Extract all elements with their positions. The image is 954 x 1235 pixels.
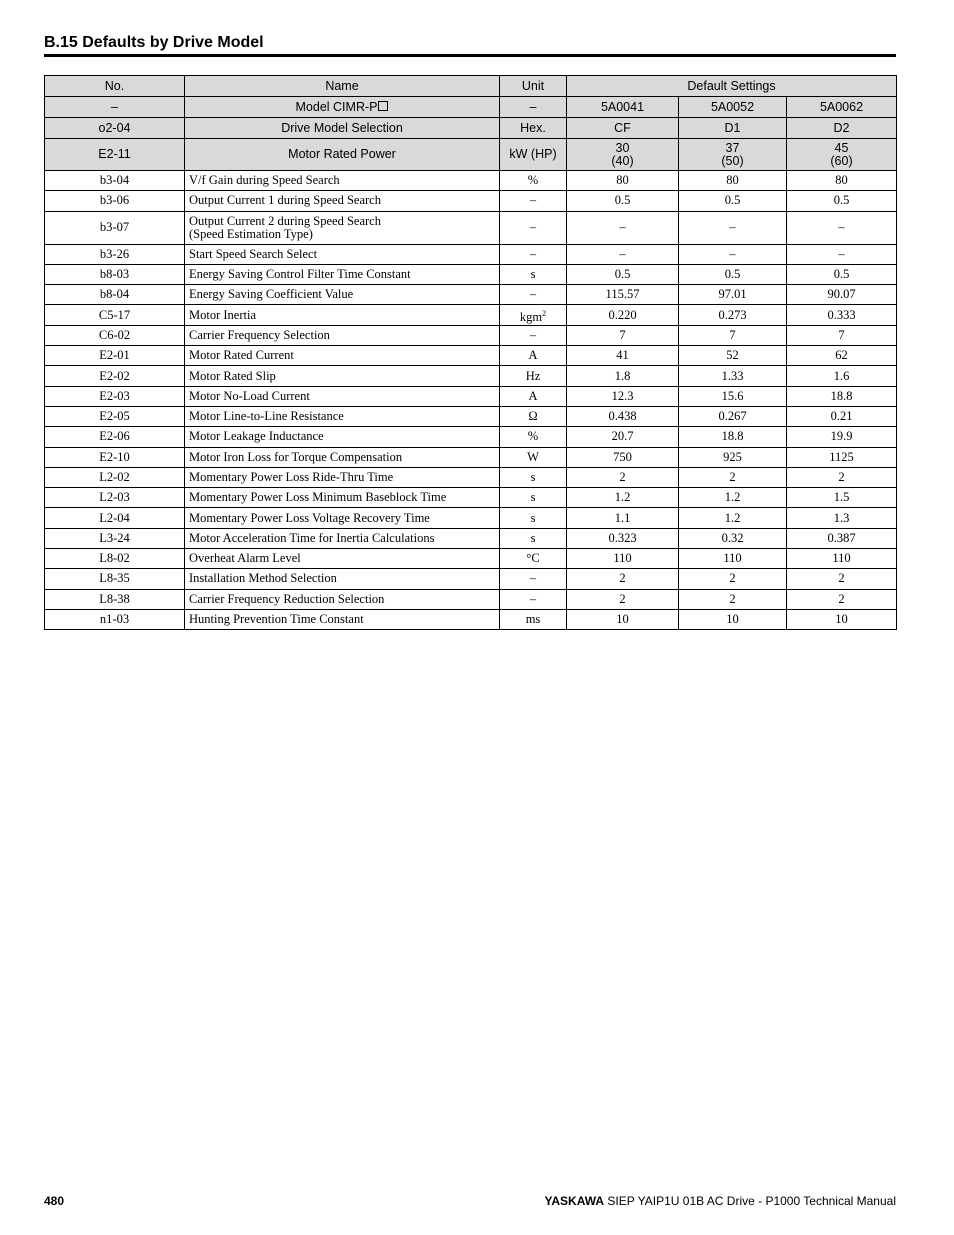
param-name: V/f Gain during Speed Search: [189, 173, 340, 188]
param-unit-cell: [500, 325, 567, 345]
param-no: E2-02: [45, 366, 185, 386]
power-row-unit: kW (HP): [500, 139, 567, 171]
param-value: 80: [567, 171, 679, 191]
param-no: L2-02: [45, 467, 185, 487]
param-name: Energy Saving Coefficient Value: [189, 287, 354, 302]
param-no: E2-10: [45, 447, 185, 467]
param-value: 110: [679, 549, 787, 569]
param-value: 10: [787, 609, 897, 629]
power-row-no: E2-11: [45, 139, 185, 171]
param-unit-cell: [500, 589, 567, 609]
param-no: b8-04: [45, 285, 185, 305]
param-value: 1125: [787, 447, 897, 467]
param-value: 1.8: [567, 366, 679, 386]
param-value: 2: [787, 467, 897, 487]
param-value: 10: [679, 609, 787, 629]
param-unit: °C: [526, 551, 540, 566]
param-value: 0.5: [679, 191, 787, 211]
param-name: Motor Line-to-Line Resistance: [189, 409, 344, 424]
table-row: [45, 549, 897, 569]
param-name-cell: [185, 447, 500, 467]
param-no: L2-03: [45, 488, 185, 508]
param-unit: –: [529, 246, 537, 261]
param-value: 0.5: [679, 264, 787, 284]
param-value: 2: [679, 467, 787, 487]
param-value: 110: [787, 549, 897, 569]
param-name: Carrier Frequency Reduction Selection: [189, 591, 385, 606]
param-name-cell: [185, 264, 500, 284]
param-value: 80: [679, 171, 787, 191]
param-name-cell: [185, 325, 500, 345]
param-value: 90.07: [787, 285, 897, 305]
model-row-unit: –: [500, 97, 567, 118]
drive-row-name: Drive Model Selection: [185, 118, 500, 139]
param-unit: Hz: [525, 368, 541, 383]
param-name: Motor Leakage Inductance: [189, 429, 324, 444]
param-value: 18.8: [679, 427, 787, 447]
param-no: L8-35: [45, 569, 185, 589]
param-unit-cell: [500, 346, 567, 366]
table-row: [45, 171, 897, 191]
param-name: Motor Inertia: [189, 307, 256, 322]
table-row: [45, 406, 897, 426]
param-value: 15.6: [679, 386, 787, 406]
param-no: L8-02: [45, 549, 185, 569]
table-row: [45, 528, 897, 548]
param-value: 2: [679, 589, 787, 609]
param-value: 925: [679, 447, 787, 467]
param-unit-cell: [500, 508, 567, 528]
title-rule: [44, 54, 896, 57]
table-row: [45, 488, 897, 508]
power-row-name: Motor Rated Power: [185, 139, 500, 171]
param-value: 0.438: [567, 406, 679, 426]
param-value: 10: [567, 609, 679, 629]
param-no: b8-03: [45, 264, 185, 284]
param-name: Motor Iron Loss for Torque Compensation: [189, 449, 403, 464]
param-unit: W: [527, 449, 539, 464]
header-default-settings: Default Settings: [567, 76, 897, 97]
param-no: C6-02: [45, 325, 185, 345]
param-unit-cell: [500, 305, 567, 325]
param-value: 1.2: [567, 488, 679, 508]
power-kw: 45: [834, 140, 849, 155]
param-no: L8-38: [45, 589, 185, 609]
param-name: Installation Method Selection: [189, 571, 337, 586]
param-name-cell: [185, 427, 500, 447]
param-name-line2: (Speed Estimation Type): [189, 226, 313, 241]
param-unit-cell: [500, 427, 567, 447]
param-value: 0.5: [787, 264, 897, 284]
power-hp: (40): [611, 153, 634, 168]
param-unit-cell: [500, 406, 567, 426]
footer-brand: YASKAWA: [544, 1194, 605, 1208]
model-row-name-cell: [185, 97, 500, 118]
defaults-table: [44, 75, 897, 630]
param-no: b3-26: [45, 244, 185, 264]
param-value: 1.3: [787, 508, 897, 528]
param-value: 110: [567, 549, 679, 569]
param-unit: A: [528, 388, 538, 403]
param-value: 2: [567, 569, 679, 589]
section-title: B.15 Defaults by Drive Model: [44, 34, 264, 51]
param-unit: s: [530, 470, 536, 484]
param-value: 41: [567, 346, 679, 366]
param-name-cell: [185, 406, 500, 426]
param-value: 0.273: [679, 305, 787, 325]
drive-model-row: [45, 118, 897, 139]
param-value: 2: [679, 569, 787, 589]
model-5a0052: 5A0052: [679, 97, 787, 118]
power-hp: (60): [830, 153, 853, 168]
param-value: 0.387: [787, 528, 897, 548]
param-unit: ms: [525, 612, 541, 627]
param-unit-cell: [500, 549, 567, 569]
power-kw: 37: [725, 140, 740, 155]
param-name: Motor Rated Current: [189, 348, 294, 363]
drive-row-value: CF: [567, 118, 679, 139]
param-value: 0.323: [567, 528, 679, 548]
param-name-cell: [185, 549, 500, 569]
param-no: L3-24: [45, 528, 185, 548]
param-no: E2-03: [45, 386, 185, 406]
param-unit-superscript: 2: [542, 308, 547, 318]
param-value: –: [679, 244, 787, 264]
param-value: 19.9: [787, 427, 897, 447]
power-kw: 30: [615, 140, 630, 155]
param-unit: kgm: [519, 309, 543, 324]
param-value: 80: [787, 171, 897, 191]
param-unit-cell: [500, 609, 567, 629]
param-value: 0.5: [567, 264, 679, 284]
param-name: Output Current 1 during Speed Search: [189, 193, 381, 208]
param-unit: s: [530, 490, 536, 505]
param-no: b3-07: [45, 211, 185, 244]
param-no: b3-04: [45, 171, 185, 191]
param-value: –: [787, 244, 897, 264]
param-name-cell: [185, 346, 500, 366]
param-unit-cell: [500, 488, 567, 508]
param-value: 1.6: [787, 366, 897, 386]
param-value: 2: [787, 569, 897, 589]
param-value: 97.01: [679, 285, 787, 305]
param-name-cell: [185, 508, 500, 528]
param-value: 0.220: [567, 305, 679, 325]
param-value: 1.5: [787, 488, 897, 508]
param-unit-cell: [500, 264, 567, 284]
param-value: 0.5: [787, 191, 897, 211]
param-value: 2: [567, 589, 679, 609]
param-value: 0.5: [567, 191, 679, 211]
param-name: Carrier Frequency Selection: [189, 327, 330, 342]
param-unit-cell: [500, 467, 567, 487]
table-row: [45, 305, 897, 325]
table-row: [45, 508, 897, 528]
param-value: 1.33: [679, 366, 787, 386]
table-row: [45, 325, 897, 345]
param-name-cell: [185, 366, 500, 386]
power-row-value: [787, 139, 897, 171]
param-unit: s: [530, 267, 536, 282]
param-name: Momentary Power Loss Voltage Recovery Time: [189, 510, 430, 525]
param-name: Motor Rated Slip: [189, 368, 276, 383]
param-unit-cell: [500, 569, 567, 589]
param-name: Motor Acceleration Time for Inertia Calculations: [189, 530, 435, 545]
table-header-row: [45, 76, 897, 97]
param-name-cell: [185, 386, 500, 406]
param-name: Motor No-Load Current: [189, 388, 310, 403]
param-name-cell: [185, 589, 500, 609]
param-value: 52: [679, 346, 787, 366]
table-row: [45, 366, 897, 386]
param-value: 2: [787, 589, 897, 609]
table-row: [45, 285, 897, 305]
table-row: [45, 386, 897, 406]
power-row-value: [679, 139, 787, 171]
param-value: 0.21: [787, 406, 897, 426]
footer-page-number: 480: [44, 1194, 65, 1208]
param-name-cell: [185, 467, 500, 487]
param-unit: Ω: [528, 409, 538, 424]
table-row: [45, 447, 897, 467]
param-unit-cell: [500, 171, 567, 191]
param-no: C5-17: [45, 305, 185, 325]
param-value: –: [679, 211, 787, 244]
param-value: –: [787, 211, 897, 244]
param-name-cell: [185, 609, 500, 629]
param-unit: s: [530, 530, 536, 545]
param-unit-cell: [500, 191, 567, 211]
param-no: E2-06: [45, 427, 185, 447]
param-unit: –: [529, 287, 537, 302]
param-no: L2-04: [45, 508, 185, 528]
table-row: [45, 569, 897, 589]
param-unit: %: [527, 429, 539, 444]
param-value: 7: [679, 325, 787, 345]
param-unit: –: [529, 193, 537, 208]
param-name: Momentary Power Loss Ride-Thru Time: [189, 470, 394, 484]
param-value: 1.2: [679, 508, 787, 528]
table-row: [45, 589, 897, 609]
param-unit: –: [529, 327, 537, 342]
param-name-cell: [185, 211, 500, 244]
param-value: 0.32: [679, 528, 787, 548]
param-unit: s: [530, 510, 536, 525]
footer-title: [544, 1194, 896, 1208]
param-name-cell: [185, 191, 500, 211]
model-row-name: Model CIMR-P: [295, 99, 378, 114]
param-no: n1-03: [45, 609, 185, 629]
header-no: No.: [45, 76, 185, 97]
model-5a0041: 5A0041: [567, 97, 679, 118]
param-no: b3-06: [45, 191, 185, 211]
param-value: 750: [567, 447, 679, 467]
header-name: Name: [185, 76, 500, 97]
table-row: [45, 191, 897, 211]
model-row-no: –: [45, 97, 185, 118]
table-row: [45, 244, 897, 264]
param-value: 20.7: [567, 427, 679, 447]
drive-row-unit: Hex.: [500, 118, 567, 139]
param-value: 0.267: [679, 406, 787, 426]
param-name: Momentary Power Loss Minimum Baseblock Time: [189, 490, 447, 505]
footer-text: SIEP YAIP1U 01B AC Drive - P1000 Technical Manual: [607, 1194, 896, 1208]
param-value: 18.8: [787, 386, 897, 406]
model-row: [45, 97, 897, 118]
param-value: 2: [567, 467, 679, 487]
param-unit-cell: [500, 366, 567, 386]
param-name-cell: [185, 305, 500, 325]
model-5a0062: 5A0062: [787, 97, 897, 118]
header-unit: Unit: [500, 76, 567, 97]
param-value: 7: [567, 325, 679, 345]
param-name: Start Speed Search Select: [189, 246, 318, 261]
rated-power-row: [45, 139, 897, 171]
param-value: 1.1: [567, 508, 679, 528]
param-unit: A: [528, 348, 538, 363]
drive-row-value: D1: [679, 118, 787, 139]
param-unit-cell: [500, 386, 567, 406]
param-value: 12.3: [567, 386, 679, 406]
param-value: 115.57: [567, 285, 679, 305]
param-value: 0.333: [787, 305, 897, 325]
param-unit-cell: [500, 211, 567, 244]
power-hp: (50): [721, 153, 744, 168]
param-name-cell: [185, 569, 500, 589]
table-row: [45, 346, 897, 366]
param-unit-cell: [500, 285, 567, 305]
table-row: [45, 467, 897, 487]
drive-row-value: D2: [787, 118, 897, 139]
param-value: –: [567, 244, 679, 264]
param-value: 1.2: [679, 488, 787, 508]
param-value: –: [567, 211, 679, 244]
placeholder-box-icon: [378, 101, 388, 111]
param-unit-cell: [500, 447, 567, 467]
param-name-cell: [185, 528, 500, 548]
param-value: 7: [787, 325, 897, 345]
power-row-value: [567, 139, 679, 171]
param-name-cell: [185, 285, 500, 305]
param-unit: –: [529, 571, 537, 586]
table-row: [45, 427, 897, 447]
param-unit-cell: [500, 528, 567, 548]
param-name: Energy Saving Control Filter Time Constant: [189, 267, 411, 282]
param-unit: –: [529, 591, 537, 606]
param-unit-cell: [500, 244, 567, 264]
param-name: Output Current 2 during Speed Search: [189, 213, 381, 228]
param-unit: %: [527, 173, 539, 188]
param-no: E2-05: [45, 406, 185, 426]
table-row: [45, 264, 897, 284]
table-row: [45, 609, 897, 629]
drive-row-no: o2-04: [45, 118, 185, 139]
param-name: Overheat Alarm Level: [189, 551, 301, 566]
param-name-cell: [185, 488, 500, 508]
param-name: Hunting Prevention Time Constant: [189, 612, 364, 627]
param-value: 62: [787, 346, 897, 366]
param-name-cell: [185, 171, 500, 191]
param-no: E2-01: [45, 346, 185, 366]
table-row: [45, 211, 897, 244]
param-unit: –: [529, 220, 537, 235]
param-name-cell: [185, 244, 500, 264]
